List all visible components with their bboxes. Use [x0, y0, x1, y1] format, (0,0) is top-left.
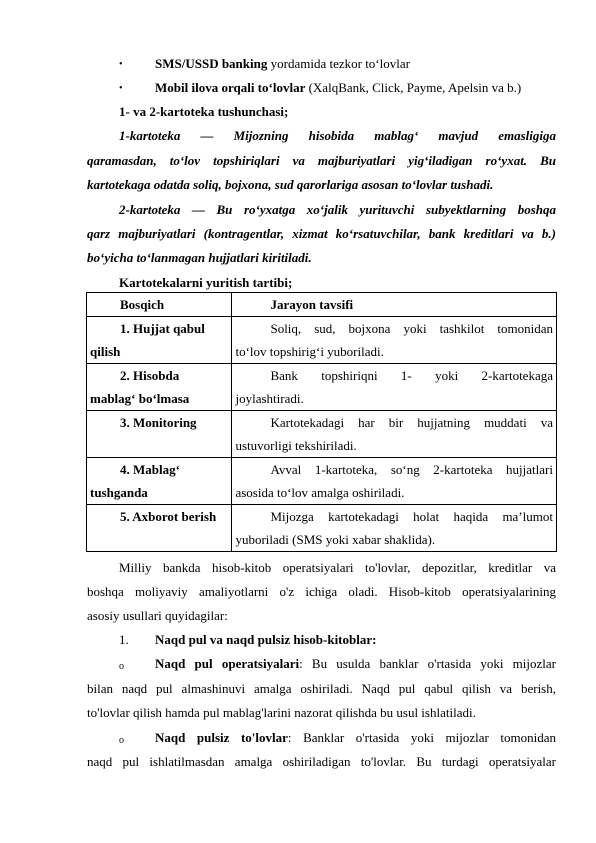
kartoteka-table: [86, 292, 557, 552]
bullet-icon: •: [119, 83, 123, 94]
table-row: [87, 411, 557, 458]
heading-kartoteka: 1- va 2-kartoteka tushunchasi;: [119, 104, 289, 119]
step-desc: Bank topshiriqni 1- yoki 2-kartotekaga: [270, 368, 553, 383]
milliy-line-2: boshqa moliyaviy amaliyotlarni o'z ichiga oladi. Hisob-kitob operatsiyalarining: [87, 584, 556, 599]
bullet-item-mobile: Mobil ilova orqali to‘lovlar (XalqBank, Click, Payme, Apelsin va b.): [155, 80, 522, 95]
step-desc-cont: yuboriladi (SMS yoki xabar shaklida).: [235, 532, 436, 547]
table-row: [87, 458, 557, 505]
table-header-row: [87, 293, 557, 317]
step-label: 3. Monitoring: [120, 415, 197, 430]
list-item-heading: Naqd pul va naqd pulsiz hisob-kitoblar:: [155, 632, 377, 647]
bullet-item-sms: SMS/USSD banking yordamida tezkor to‘lovlar: [155, 56, 410, 71]
k2-line-2: qarz majburiyatlari (kontragentlar, xizmat ko‘rsatuvchilar, bank kreditlari va b.): [87, 226, 556, 241]
naqd-line-3: to'lovlar qilish hamda pul mablag'larini nazorat qilishda bu usul ishlatiladi.: [87, 705, 476, 720]
step-label: 1. Hujjat qabul: [120, 321, 205, 336]
step-desc: Mijozga kartotekadagi holat haqida ma’lumot: [270, 509, 553, 524]
step-desc-cont: asosida to‘lov amalga oshiriladi.: [235, 485, 405, 500]
k1-line-1: 1-kartoteka — Mijozning hisobida mablag‘ mavjud emasligiga: [119, 128, 556, 143]
hollow-bullet-icon: o: [119, 661, 124, 672]
step-label-cont: qilish: [90, 344, 121, 359]
list-number: 1.: [119, 632, 129, 647]
table-header-desc: Jarayon tavsifi: [270, 297, 354, 312]
milliy-line-3: asosiy usullari quyidagilar:: [87, 608, 228, 623]
step-label: 5. Axborot berish: [120, 509, 217, 524]
step-desc: Soliq, sud, bojxona yoki tashkilot tomonidan: [270, 321, 553, 336]
naqdsiz-line-2: naqd pul ishlatilmasdan amalga oshiriladigan to'lovlar. Bu turdagi operatsiyalar: [87, 754, 556, 769]
heading-tartib: Kartotekalarni yuritish tartibi;: [119, 275, 293, 290]
step-desc: Kartotekadagi har bir hujjatning muddati va: [270, 415, 553, 430]
naqd-line-1: Naqd pul operatsiyalari: Bu usulda banklar o'rtasida yoki mijozlar: [155, 656, 556, 671]
table-header-step: Bosqich: [120, 297, 165, 312]
table-row: [87, 317, 557, 364]
step-label-cont: mablag‘ bo‘lmasa: [90, 391, 190, 406]
step-desc-cont: joylashtiradi.: [235, 391, 304, 406]
k1-line-2: qaramasdan, to‘lov topshiriqlari va majburiyatlari yig‘iladigan ro‘yxat. Bu: [87, 153, 556, 168]
step-desc-cont: to‘lov topshirig‘i yuboriladi.: [235, 344, 384, 359]
naqd-line-2: bilan naqd pul almashinuvi amalga oshiriladi. Naqd pul qabul qilish va berish,: [87, 681, 556, 696]
table-row: [87, 364, 557, 411]
table-row: [87, 505, 557, 552]
step-desc-cont: ustuvorligi tekshiriladi.: [235, 438, 357, 453]
hollow-bullet-icon: o: [119, 735, 124, 746]
k2-line-3: bo‘yicha to‘lanmagan hujjatlari kiritiladi.: [87, 250, 312, 265]
bullet-icon: •: [119, 59, 123, 70]
step-desc: Avval 1-kartoteka, so‘ng 2-kartoteka hujjatlari: [270, 462, 553, 477]
step-label: 2. Hisobda: [120, 368, 180, 383]
k2-line-1: 2-kartoteka — Bu ro‘yxatga xo‘jalik yurituvchi subyektlarning boshqa: [119, 202, 556, 217]
k1-line-3: kartotekaga odatda soliq, bojxona, sud qarorlariga asosan to‘lovlar tushadi.: [87, 177, 494, 192]
naqdsiz-line-1: Naqd pulsiz to'lovlar: Banklar o'rtasida yoki mijozlar tomonidan: [155, 730, 557, 745]
step-label: 4. Mablag‘: [120, 462, 180, 477]
milliy-line-1: Milliy bankda hisob-kitob operatsiyalari to'lovlar, depozitlar, kreditlar va: [119, 560, 556, 575]
step-label-cont: tushganda: [90, 485, 148, 500]
